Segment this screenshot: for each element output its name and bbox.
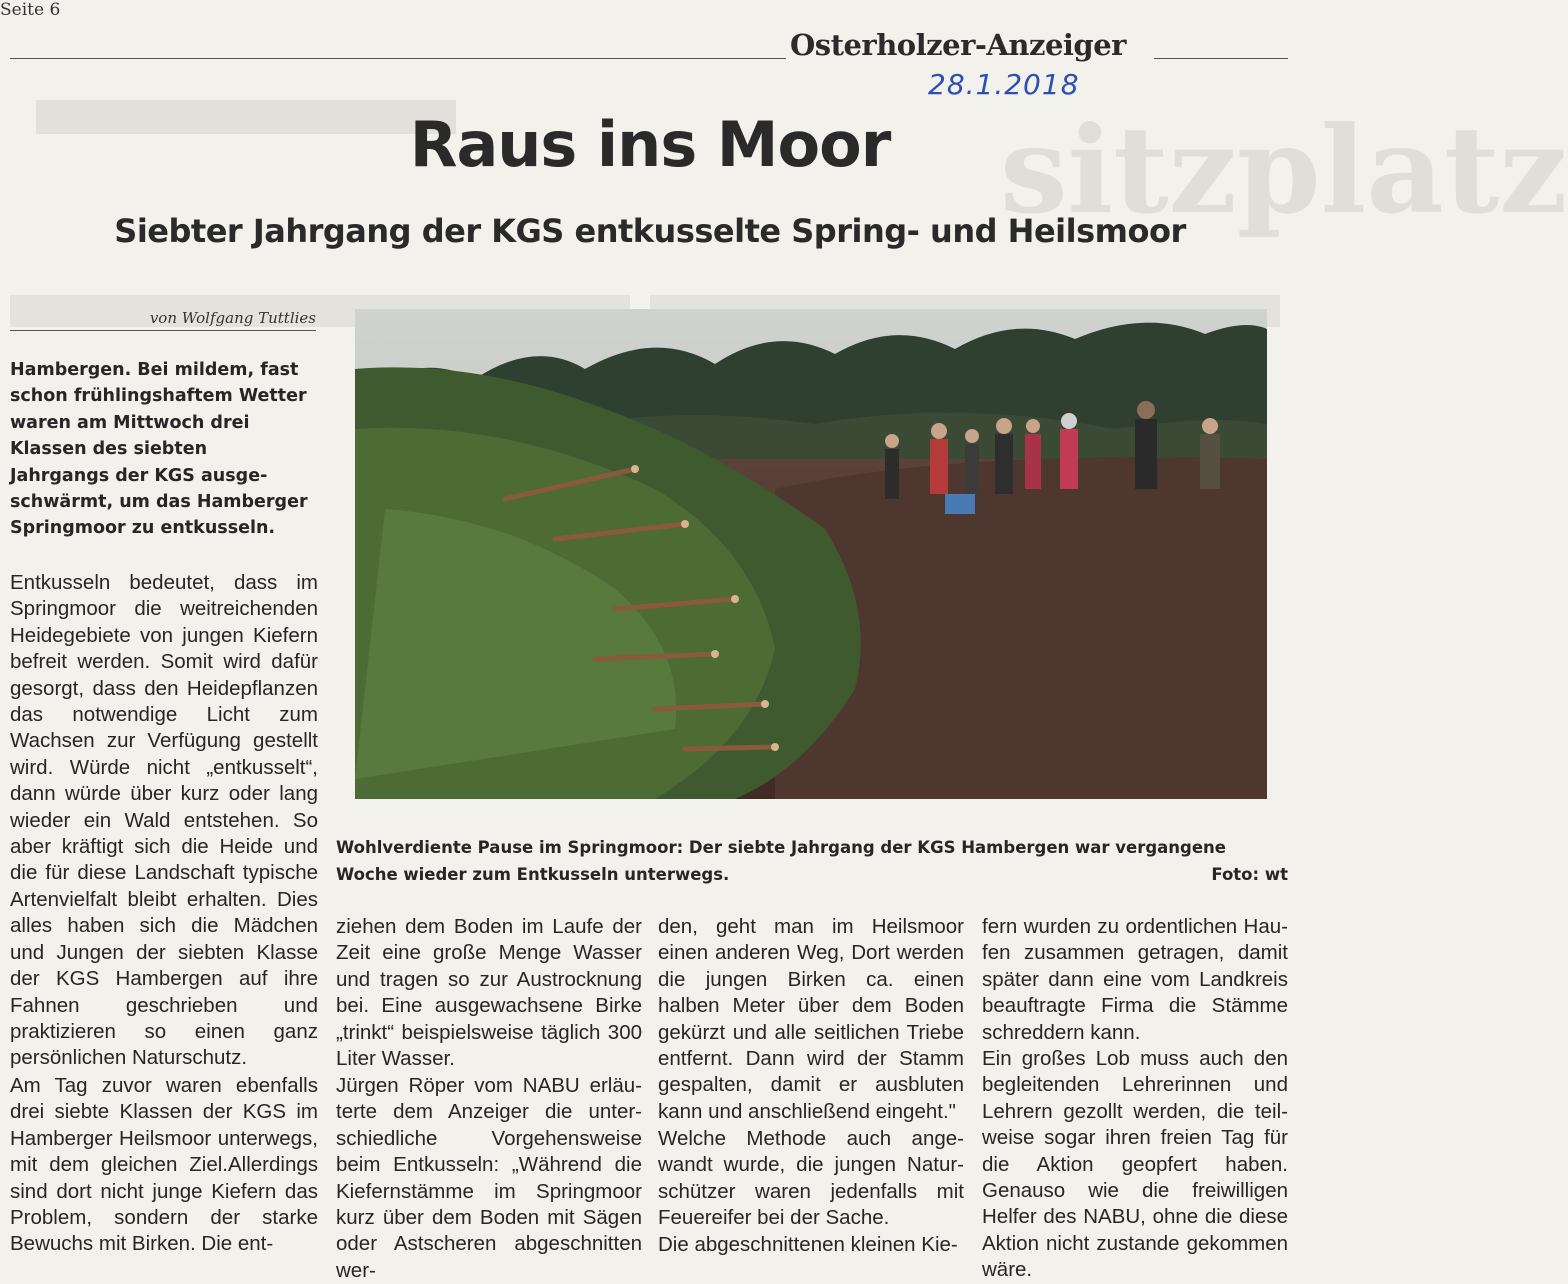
byline-rule — [10, 330, 316, 331]
header-rule-right — [1154, 58, 1288, 59]
body-paragraph: Die abgeschnittenen kleinen Kie- — [658, 1233, 958, 1256]
bleedthrough-text: sitzplatz — [1000, 100, 1568, 241]
body-paragraph: fern wurden zu ordentlichen Haufen zusammen getragen, damit später dann eine vom Landkreis beauftragte Firma die Stämme schreddern kann. — [982, 915, 1288, 1044]
subheadline: Siebter Jahrgang der KGS entkusselte Spring- und Heilsmoor — [114, 212, 1186, 250]
body-paragraph: Welche Methode auch angewandt wurde, die jungen Naturschützer waren jedenfalls mit Feuereifer bei der Sache. — [658, 1127, 964, 1230]
lead-paragraph: Hambergen. Bei mildem, fast schon frühlingshaftem Wetter waren am Mittwoch drei Klassen des siebten Jahrgangs der KGS ausgeschwärmt, um das Hamberger Springmoor zu entkusseln. — [10, 360, 308, 539]
newspaper-name: Osterholzer-Anzeiger — [790, 28, 1126, 62]
body-paragraph: Entkusseln bedeutet, dass im Springmoor die weitreichenden Heidegebiete von jungen Kiefern befreit werden. Somit wird dafür gesorgt, dass den Heidepflanzen das notwendige Licht zum Wachsen zur Verfügung gestellt wird. Würde nicht „entkusselt“, dann würde über kurz oder lang wieder ein Wald entstehen. So aber kräftigt sich die Heide und die für diese Landschaft typische Artenvielfalt bleibt erhalten. Dies alles haben sich die Mädchen und Jungen der siebten Klasse der KGS Hambergen auf ihre Fahnen geschrieben und praktizieren so einen ganz persönlichen Naturschutz. — [10, 571, 318, 1070]
page-label: Seite 6 — [0, 0, 61, 20]
photo-credit: Foto: wt — [1211, 865, 1288, 884]
body-paragraph: Jürgen Röper vom NABU erläuterte dem Anzeiger die unterschiedliche Vorgehensweise beim Entkusseln: „Während die Kiefernstämme im Springmoor kurz über dem Boden mit Sägen oder Astscheren abgeschnitten wer- — [336, 1074, 642, 1282]
article-photo — [355, 309, 1267, 799]
body-paragraph: Ein großes Lob muss auch den begleitenden Lehrerinnen und Lehrern gezollt werden, die teilweise sogar ihren freien Tag für die Aktion geopfert haben. Genauso wie die freiwilligen Helfer des NABU, ohne die diese Aktion nicht zustande gekommen wäre. — [982, 1047, 1288, 1282]
header-rule — [10, 58, 786, 59]
photo-heathland-scene — [355, 309, 1267, 799]
photo-caption — [336, 834, 1288, 888]
headline: Raus ins Moor — [409, 108, 891, 181]
handwritten-date: 28.1.2018 — [928, 68, 1080, 101]
body-paragraph: ziehen dem Boden im Laufe der Zeit eine große Menge Wasser und tragen so zur Austrocknung bei. Eine ausgewachsene Birke „trinkt“ beispielsweise täglich 300 Liter Wasser. — [336, 915, 642, 1071]
body-paragraph: den, geht man im Heilsmoor einen anderen Weg, Dort werden die jungen Birken ca. einen halben Meter über dem Boden gekürzt und alle seitlichen Triebe entfernt. Dann wird der Stamm gespalten, damit er ausbluten kann und anschließend eingeht." — [658, 915, 964, 1123]
caption-text: Wohlverdiente Pause im Springmoor: Der siebte Jahrgang der KGS Hambergen war vergangene Woche wieder zum Entkusseln unterwegs. — [336, 838, 1226, 884]
body-paragraph: Am Tag zuvor waren ebenfalls drei siebte Klassen der KGS im Hamberger Heilsmoor unterwegs, mit dem gleichen Ziel.Allerdings sind dort nicht junge Kiefern das Problem, sondern der starke Bewuchs mit Birken. Die ent- — [10, 1074, 318, 1256]
byline: von Wolfgang Tuttlies — [149, 309, 316, 327]
